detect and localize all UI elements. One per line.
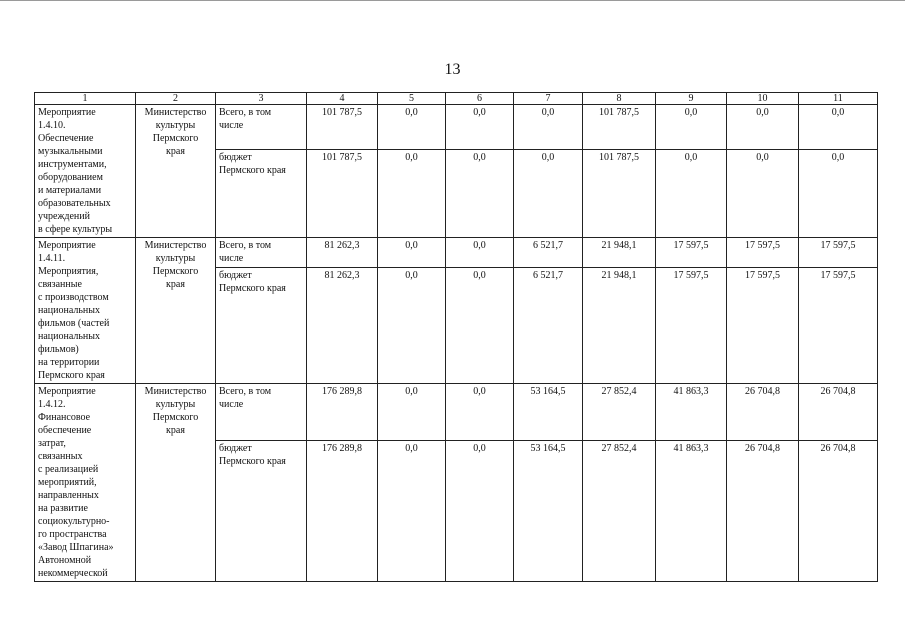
- value-cell: 53 164,5: [514, 384, 583, 441]
- column-number: 3: [216, 93, 307, 105]
- value-cell: 17 597,5: [727, 268, 799, 384]
- column-number: 9: [656, 93, 727, 105]
- funding-source-cell: [216, 105, 307, 150]
- value-cell: 81 262,3: [307, 268, 378, 384]
- column-number: 4: [307, 93, 378, 105]
- funding-source-cell: [216, 149, 307, 237]
- column-number: 2: [136, 93, 216, 105]
- value-cell: 0,0: [378, 384, 446, 441]
- value-cell: 0,0: [656, 105, 727, 150]
- value-cell: 0,0: [656, 149, 727, 237]
- value-cell: 101 787,5: [307, 105, 378, 150]
- value-cell: 26 704,8: [727, 441, 799, 582]
- funding-source-cell: [216, 268, 307, 384]
- value-cell: 0,0: [446, 268, 514, 384]
- table-row: [35, 384, 878, 441]
- value-cell: 0,0: [446, 441, 514, 582]
- value-cell: 176 289,8: [307, 384, 378, 441]
- executor-cell: [136, 105, 216, 238]
- value-cell: 0,0: [727, 149, 799, 237]
- column-number: 5: [378, 93, 446, 105]
- value-cell: 17 597,5: [656, 268, 727, 384]
- value-cell: 17 597,5: [799, 238, 878, 268]
- measure-name-cell: [35, 238, 136, 384]
- measure-name: Мероприятие 1.4.12. Финансовое обеспечение затрат, связанных с реализацией мероприятий, направленных на развитие социокультурно- го пространства «Завод Шпагина» Автономной некоммерческой: [38, 386, 114, 579]
- value-cell: 101 787,5: [583, 105, 656, 150]
- executor-name: Министерство культуры Пермского края: [144, 386, 207, 436]
- column-number: 6: [446, 93, 514, 105]
- budget-table: [34, 92, 878, 582]
- value-cell: 101 787,5: [307, 149, 378, 237]
- value-cell: 0,0: [514, 149, 583, 237]
- funding-source: Всего, в том числе: [219, 240, 272, 264]
- value-cell: 0,0: [446, 238, 514, 268]
- value-cell: 17 597,5: [656, 238, 727, 268]
- column-number: 8: [583, 93, 656, 105]
- column-number: 1: [35, 93, 136, 105]
- funding-source: Всего, в том числе: [219, 107, 272, 131]
- executor-cell: [136, 384, 216, 582]
- value-cell: 0,0: [446, 105, 514, 150]
- value-cell: 41 863,3: [656, 384, 727, 441]
- value-cell: 0,0: [378, 268, 446, 384]
- measure-name-cell: [35, 384, 136, 582]
- executor-name: Министерство культуры Пермского края: [144, 107, 207, 157]
- value-cell: 0,0: [799, 105, 878, 150]
- value-cell: 41 863,3: [656, 441, 727, 582]
- funding-source: Всего, в том числе: [219, 386, 272, 410]
- value-cell: 0,0: [727, 105, 799, 150]
- value-cell: 0,0: [446, 149, 514, 237]
- value-cell: 81 262,3: [307, 238, 378, 268]
- value-cell: 0,0: [378, 105, 446, 150]
- funding-source: бюджет Пермского края: [219, 443, 286, 468]
- column-number: 10: [727, 93, 799, 105]
- measure-name-cell: [35, 105, 136, 238]
- value-cell: 176 289,8: [307, 441, 378, 582]
- column-number-row: [35, 93, 878, 105]
- value-cell: 0,0: [514, 105, 583, 150]
- value-cell: 21 948,1: [583, 238, 656, 268]
- value-cell: 0,0: [799, 149, 878, 237]
- value-cell: 26 704,8: [727, 384, 799, 441]
- value-cell: 0,0: [378, 238, 446, 268]
- measure-name: Мероприятие 1.4.10. Обеспечение музыкальными инструментами, оборудованием и материалами образовательных учреждений в сфере культуры: [38, 107, 113, 235]
- funding-source: бюджет Пермского края: [219, 151, 286, 176]
- funding-source-cell: [216, 384, 307, 441]
- page-top-border: [0, 0, 905, 1]
- value-cell: 0,0: [446, 384, 514, 441]
- value-cell: 6 521,7: [514, 268, 583, 384]
- value-cell: 0,0: [378, 441, 446, 582]
- value-cell: 101 787,5: [583, 149, 656, 237]
- value-cell: 0,0: [378, 149, 446, 237]
- funding-source-cell: [216, 441, 307, 582]
- value-cell: 26 704,8: [799, 441, 878, 582]
- table-row: [35, 238, 878, 268]
- value-cell: 27 852,4: [583, 441, 656, 582]
- page-number: 13: [444, 61, 461, 78]
- funding-source-cell: [216, 238, 307, 268]
- column-number: 7: [514, 93, 583, 105]
- table-row: [35, 105, 878, 150]
- executor-name: Министерство культуры Пермского края: [144, 240, 207, 290]
- value-cell: 17 597,5: [799, 268, 878, 384]
- measure-name: Мероприятие 1.4.11. Мероприятия, связанные с производством национальных фильмов (частей национальных фильмов) на территории Пермского края: [38, 240, 110, 381]
- value-cell: 17 597,5: [727, 238, 799, 268]
- value-cell: 21 948,1: [583, 268, 656, 384]
- value-cell: 53 164,5: [514, 441, 583, 582]
- value-cell: 6 521,7: [514, 238, 583, 268]
- executor-cell: [136, 238, 216, 384]
- funding-source: бюджет Пермского края: [219, 270, 286, 295]
- value-cell: 26 704,8: [799, 384, 878, 441]
- column-number: 11: [799, 93, 878, 105]
- value-cell: 27 852,4: [583, 384, 656, 441]
